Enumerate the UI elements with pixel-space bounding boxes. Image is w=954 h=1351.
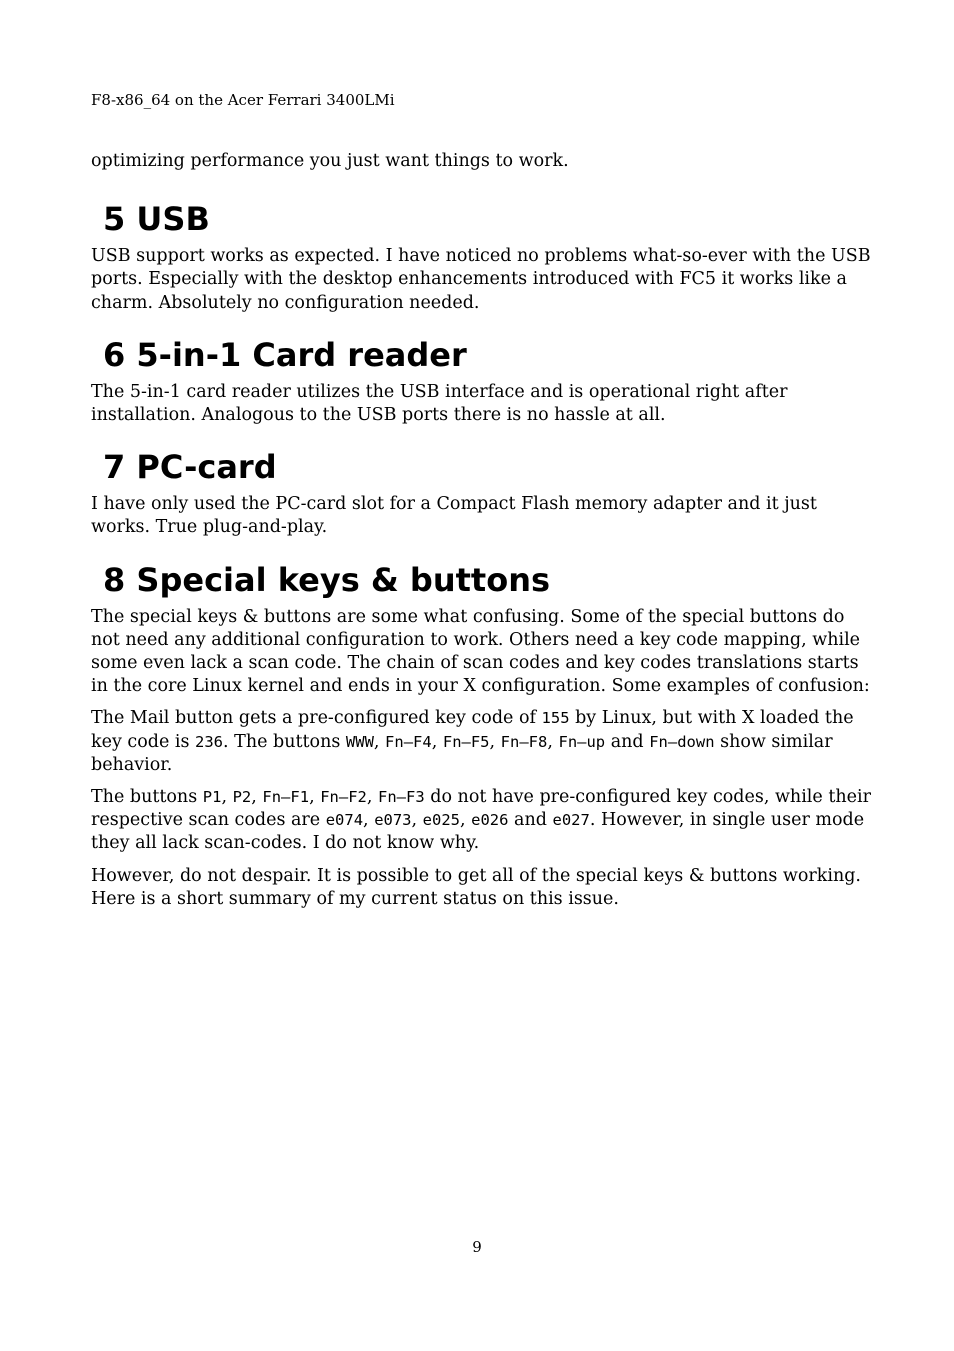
key-code: 236 bbox=[195, 732, 224, 751]
special-keys-paragraph-2: The Mail button gets a pre-configured key code of 155 by Linux, but with X loaded the key code is 236. The buttons WWW, Fn–F4, Fn–F5, Fn–F8, Fn–up and Fn–down show similar behavior. bbox=[91, 708, 854, 775]
key-code: 155 bbox=[541, 709, 570, 728]
button-name: Fn–F4 bbox=[385, 732, 432, 751]
section-heading-pc-card: 7 PC-card bbox=[103, 448, 277, 487]
scan-code: e027 bbox=[552, 811, 590, 830]
running-header: F8-x86_64 on the Acer Ferrari 3400LMi bbox=[91, 91, 395, 109]
button-name: WWW bbox=[345, 732, 374, 751]
section-heading-usb: 5 USB bbox=[103, 200, 210, 239]
button-name: P1 bbox=[202, 788, 222, 807]
special-keys-paragraph-4: However, do not despair. It is possible to get all of the special keys & buttons working. Here is a short summary of my current status on this issue. bbox=[91, 865, 861, 909]
usb-paragraph: USB support works as expected. I have noticed no problems what-so-ever with the USB ports. Especially with the desktop enhancements introduced with FC5 it works like a charm. Absolutely no configuration needed. bbox=[91, 246, 871, 313]
scan-code: e025 bbox=[422, 811, 460, 830]
card-reader-paragraph: The 5-in-1 card reader utilizes the USB interface and is operational right after installation. Analogous to the USB ports there is no hassle at all. bbox=[91, 381, 788, 426]
button-name: Fn–up bbox=[558, 732, 606, 751]
button-name: P2 bbox=[232, 788, 252, 807]
button-name: Fn–F3 bbox=[378, 788, 425, 807]
pc-card-paragraph: I have only used the PC-card slot for a Compact Flash memory adapter and it just works. True plug-and-play. bbox=[91, 494, 817, 538]
scan-code: e026 bbox=[471, 811, 509, 830]
special-keys-paragraph-1: The special keys & buttons are some what confusing. Some of the special buttons do not need any additional configuration to work. Others need a key code mapping, while some even lack a scan code. The chain of scan codes and key codes translations starts in the core Linux kernel and ends in your X configuration. Some examples of confusion: bbox=[91, 606, 870, 697]
scan-code: e073 bbox=[374, 811, 412, 830]
button-name: Fn–F5 bbox=[442, 732, 490, 751]
button-name: Fn–F8 bbox=[500, 732, 548, 751]
special-keys-paragraph-3: The buttons P1, P2, Fn–F1, Fn–F2, Fn–F3 do not have pre-configured key codes, while their respective scan codes are e074, e073, e025, e026 and e027. However, in single user mode they all lack scan-codes. I do not know why. bbox=[91, 787, 871, 854]
section-heading-special-keys: 8 Special keys & buttons bbox=[103, 560, 551, 599]
scan-code: e074 bbox=[325, 811, 364, 830]
intro-paragraph: optimizing performance you just want things to work. bbox=[91, 151, 569, 171]
button-name: Fn–down bbox=[649, 732, 715, 751]
button-name: Fn–F2 bbox=[320, 788, 367, 807]
section-heading-card-reader: 6 5-in-1 Card reader bbox=[103, 335, 467, 374]
button-name: Fn–F1 bbox=[262, 788, 310, 807]
page-number: 9 bbox=[472, 1238, 482, 1256]
page-body bbox=[91, 150, 871, 920]
